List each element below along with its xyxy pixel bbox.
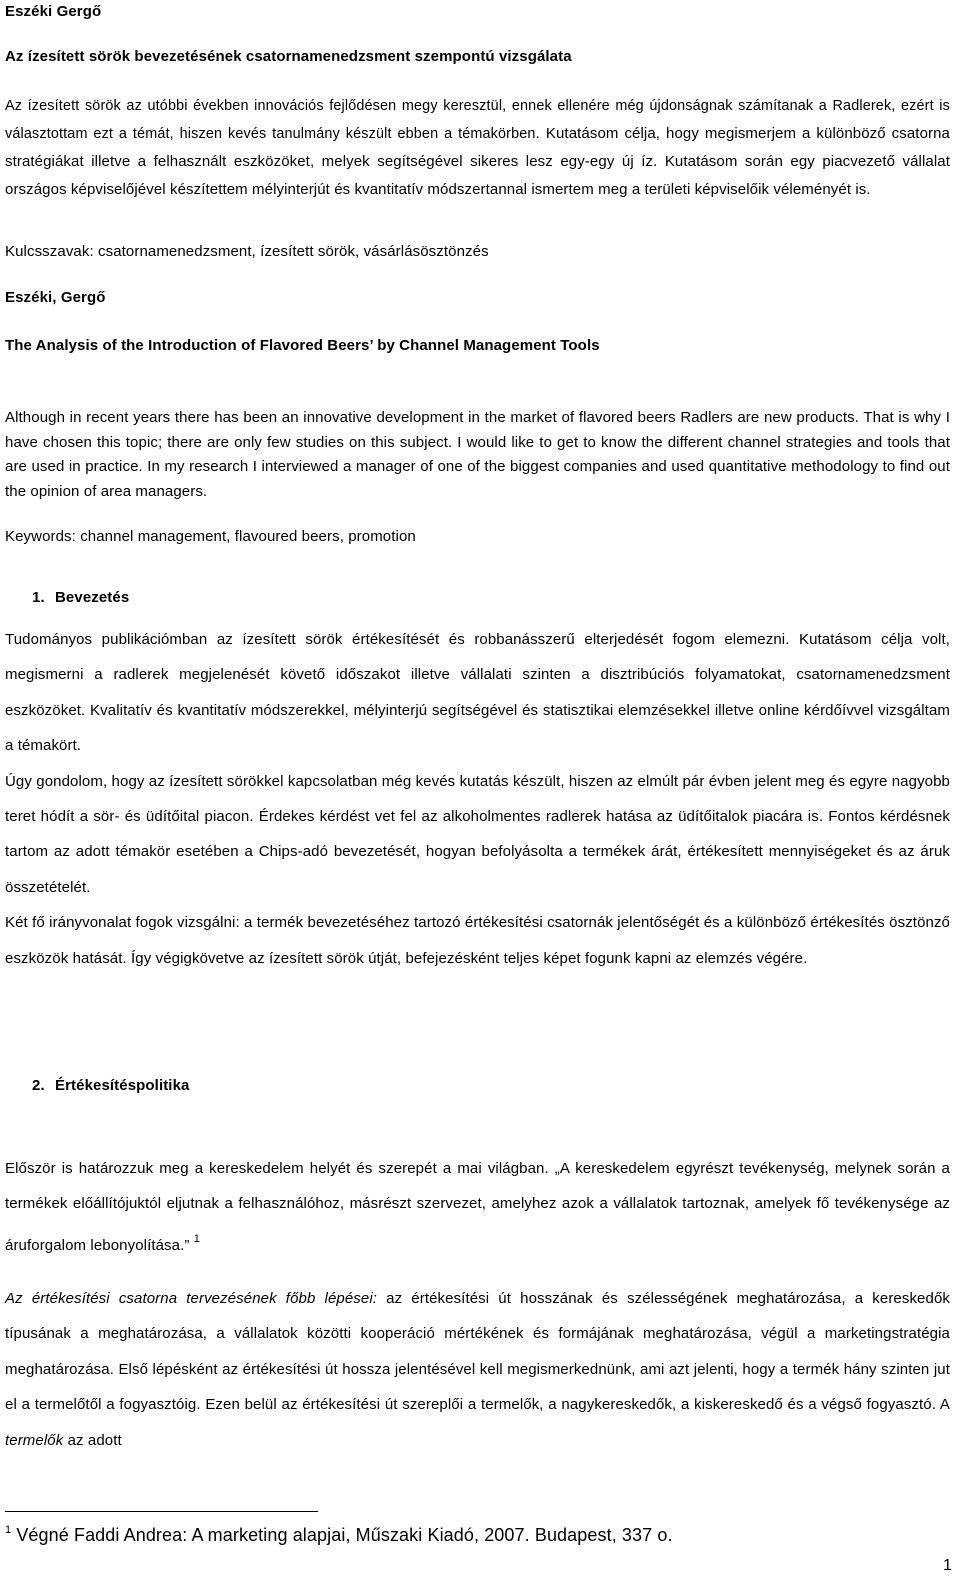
italic-term: termelők <box>5 1431 64 1449</box>
paragraph: Úgy gondolom, hogy az ízesített sörökkel kapcsolatban még kevés kutatás készült, hiszen az elmúlt pár évben jelent meg és egyre nagyobb teret hódít a sör- és üdítőital piacon. Érdekes kérdést vet fel az alkoholmentes radlerek hatása az üdítőitalok piacára is. Fontos kérdésnek tartom az adott témakör esetében a Chips-adó bevezetését, hogyan befolyásolta a termékek árát, értékesített mennyiségeket és az áruk összetételét. <box>5 772 950 896</box>
english-author: Eszéki, Gergő <box>5 289 106 306</box>
paragraph: Tudományos publikációmban az ízesített sörök értékesítését és robbanásszerű elterjedését fogom elemezni. Kutatásom célja volt, megismerni a radlerek megjelenését követő időszakot illetve vállalati szinten a disztribúciós folyamatokat, csatornamenedzsment eszközöket. Kvalitatív és kvantitatív módszerekkel, mélyinterjú segítségével és statisztikai elemzésekkel illetve online kérdőívvel vizsgáltam a témakört. <box>5 631 950 755</box>
footnote <box>5 1524 673 1546</box>
page-number: 1 <box>943 1557 952 1574</box>
english-abstract-text: Although in recent years there has been an innovative development in the market of flavored beers Radlers are new products. That is why I have chosen this topic; there are only few studies on this subject. I would like to get to know the different channel strategies and tools that are used in practice. In my research I interviewed a manager of one of the biggest companies and used quantitative methodology to find out the opinion of area managers. <box>5 409 950 500</box>
author-name: Eszéki Gergő <box>5 3 102 20</box>
section-number: 2. <box>32 1077 45 1094</box>
section-heading-2 <box>32 1077 189 1094</box>
section2-body-continued <box>5 1281 950 1458</box>
hungarian-title: Az ízesített sörök bevezetésének csatornamenedzsment szempontú vizsgálata <box>5 48 572 65</box>
paragraph-text: Először is határozzuk meg a kereskedelem helyét és szerepét a mai világban. „A kereskedelem egyrészt tevékenység, melynek során a termékek előállítójuktól eljutnak a felhasználóhoz, másrészt szervezet, amelyhez azok a vállalatok tartoznak, amelyek fő tevékenysége az áruforgalom lebonyolítása.” <box>5 1160 950 1254</box>
english-title: The Analysis of the Introduction of Flavored Beers’ by Channel Management Tools <box>5 337 600 354</box>
footnote-reference[interactable]: 1 <box>193 1232 200 1245</box>
paragraph: Két fő irányvonalat fogok vizsgálni: a termék bevezetéséhez tartozó értékesítési csatornák jelentőségét és a különböző értékesítés ösztönző eszközök hatását. Így végigkövetve az ízesített sörök útját, befejezésként teljes képet fogunk kapni az elemzés végére. <box>5 914 950 967</box>
section2-body <box>5 1151 950 1263</box>
section-title: Bevezetés <box>55 589 130 606</box>
section-number: 1. <box>32 589 45 606</box>
section1-body <box>5 622 950 976</box>
english-keywords: Keywords: channel management, flavoured beers, promotion <box>5 528 416 545</box>
footnote-number: 1 <box>5 1524 12 1536</box>
footnote-text: Végné Faddi Andrea: A marketing alapjai, Műszaki Kiadó, 2007. Budapest, 337 o. <box>11 1525 673 1545</box>
paragraph <box>5 1151 950 1263</box>
paragraph-text: az adott <box>63 1431 122 1449</box>
section-title: Értékesítéspolitika <box>55 1077 190 1094</box>
footnote-separator <box>5 1511 318 1512</box>
hungarian-keywords: Kulcsszavak: csatornamenedzsment, ízesített sörök, vásárlásösztönzés <box>5 243 489 260</box>
section-heading-1 <box>32 589 129 606</box>
paragraph-text: az értékesítési út hosszának és szélességének meghatározása, a kereskedők típusának a meghatározása, a vállalatok közötti kooperáció mértékének és formájának meghatározása, végül a marketingstratégia meghatározása. Első lépésként az értékesítési út hossza jelentésével kell megismerkednünk, ami azt jelenti, hogy a termék hány szinten jut el a termelőtől a fogyasztóig. Ezen belül az értékesítési út szereplői a termelők, a nagykereskedők, a kiskereskedő és a végső fogyasztó. A <box>5 1290 950 1414</box>
hungarian-abstract <box>5 92 950 203</box>
paragraph <box>5 1281 950 1458</box>
abstract-hu-part2: Kutatásom célja, hogy megismerjem a különböző csatorna stratégiákat illetve a felhasznált eszközöket, melyek segítségével sikeres lesz egy-egy új íz. Kutatásom során egy piacvezető vállalat országos képviselőjével készítettem mélyinterjút és kvantitatív módszertannal ismertem meg a területi képviselőik véleményét is. <box>5 125 950 198</box>
abstract-hu-part1: Az ízesített sörök az utóbbi években innovációs fejlődésen megy keresztül, ennek ellenére még újdonságnak számítanak a Radlerek, ezért is választottam ezt a témát, hiszen kevés tanulmány készült ebben a témakörben. <box>5 98 950 143</box>
english-abstract <box>5 406 950 504</box>
italic-lead: Az értékesítési csatorna tervezésének főbb lépései: <box>5 1290 378 1307</box>
